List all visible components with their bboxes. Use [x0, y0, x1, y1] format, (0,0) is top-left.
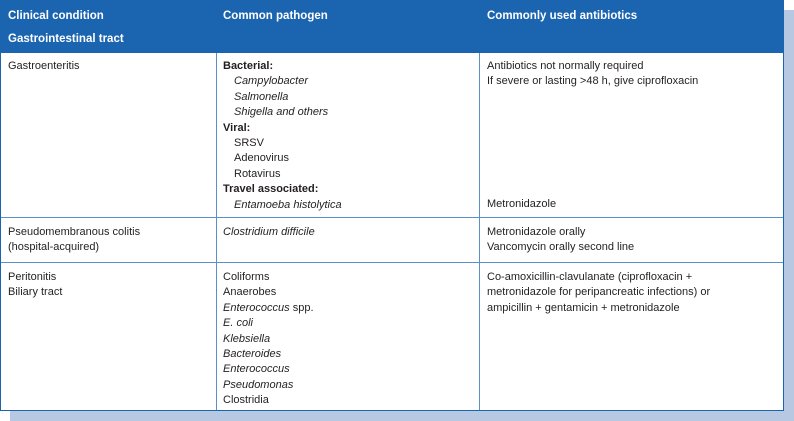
condition-line: Gastroenteritis [8, 60, 80, 72]
row-colitis-condition [8, 225, 140, 256]
pathogen-item: Enterococcus spp. [223, 301, 314, 314]
row-divider [1, 262, 783, 263]
antibiotic-line: Antibiotics not normally required [487, 60, 644, 72]
condition-line: Biliary tract [8, 286, 63, 299]
condition-line: Peritonitis [8, 271, 57, 283]
row-peritonitis-antibiotics [487, 270, 710, 316]
pathogen-item: Salmonella [234, 90, 289, 103]
row-gastroenteritis-pathogens [223, 59, 342, 213]
row-peritonitis-pathogens [223, 270, 314, 409]
pathogen-item: Adenovirus [234, 152, 290, 165]
header-common-pathogen: Common pathogen [223, 10, 328, 22]
pathogen-item: Bacteroides [223, 348, 282, 361]
pathogen-item: Klebsiella [223, 332, 271, 345]
pathogen-item: Coliforms [223, 271, 270, 283]
pathogen-item: Shigella and others [234, 106, 329, 119]
antibiotic-line: If severe or lasting >48 h, give ciprofloxacin [487, 75, 699, 88]
pathogen-item: Clostridium difficile [223, 226, 315, 238]
column-divider [479, 53, 480, 410]
pathogen-item: E. coli [223, 317, 253, 330]
pathogen-group-label: Bacterial: [223, 60, 274, 72]
condition-line: (hospital-acquired) [8, 241, 100, 254]
pathogen-item: Pseudomonas [223, 378, 294, 391]
section-title: Gastrointestinal tract [8, 33, 124, 45]
pathogen-item: Anaerobes [223, 286, 277, 299]
pathogen-item: Clostridia [223, 394, 269, 407]
antibiotic-line: Metronidazole orally [487, 226, 586, 238]
antibiotic-line: Co-amoxicillin-clavulanate (ciprofloxacin + [487, 271, 693, 283]
pathogen-group-label: Travel associated: [223, 183, 319, 196]
header-antibiotics: Commonly used antibiotics [487, 10, 638, 22]
pathogen-item: Enterococcus [223, 363, 290, 376]
row-colitis-pathogens [223, 225, 315, 240]
table-header [1, 1, 783, 53]
row-divider [1, 217, 783, 218]
antibiotic-line: ampicillin + gentamicin + metronidazole [487, 301, 680, 314]
pathogen-group-label: Viral: [223, 121, 251, 134]
row-colitis-antibiotics [487, 225, 634, 256]
condition-line: Pseudomembranous colitis [8, 226, 141, 238]
pathogen-item: Entamoeba histolytica [234, 198, 342, 211]
column-divider [216, 53, 217, 410]
antibiotic-line: Vancomycin orally second line [487, 241, 635, 254]
row-gastroenteritis-condition [8, 59, 80, 74]
pathogen-item: Campylobacter [234, 75, 308, 88]
header-clinical-condition: Clinical condition [8, 10, 104, 22]
pathogen-item: Rotavirus [234, 167, 281, 180]
antibiotic-line: metronidazole for peripancreatic infections) or [487, 286, 711, 299]
pathogen-item: SRSV [234, 137, 264, 150]
row-peritonitis-condition [8, 270, 62, 301]
travel-antibiotic: Metronidazole [487, 198, 557, 210]
row-gastroenteritis-antibiotics [487, 59, 698, 90]
